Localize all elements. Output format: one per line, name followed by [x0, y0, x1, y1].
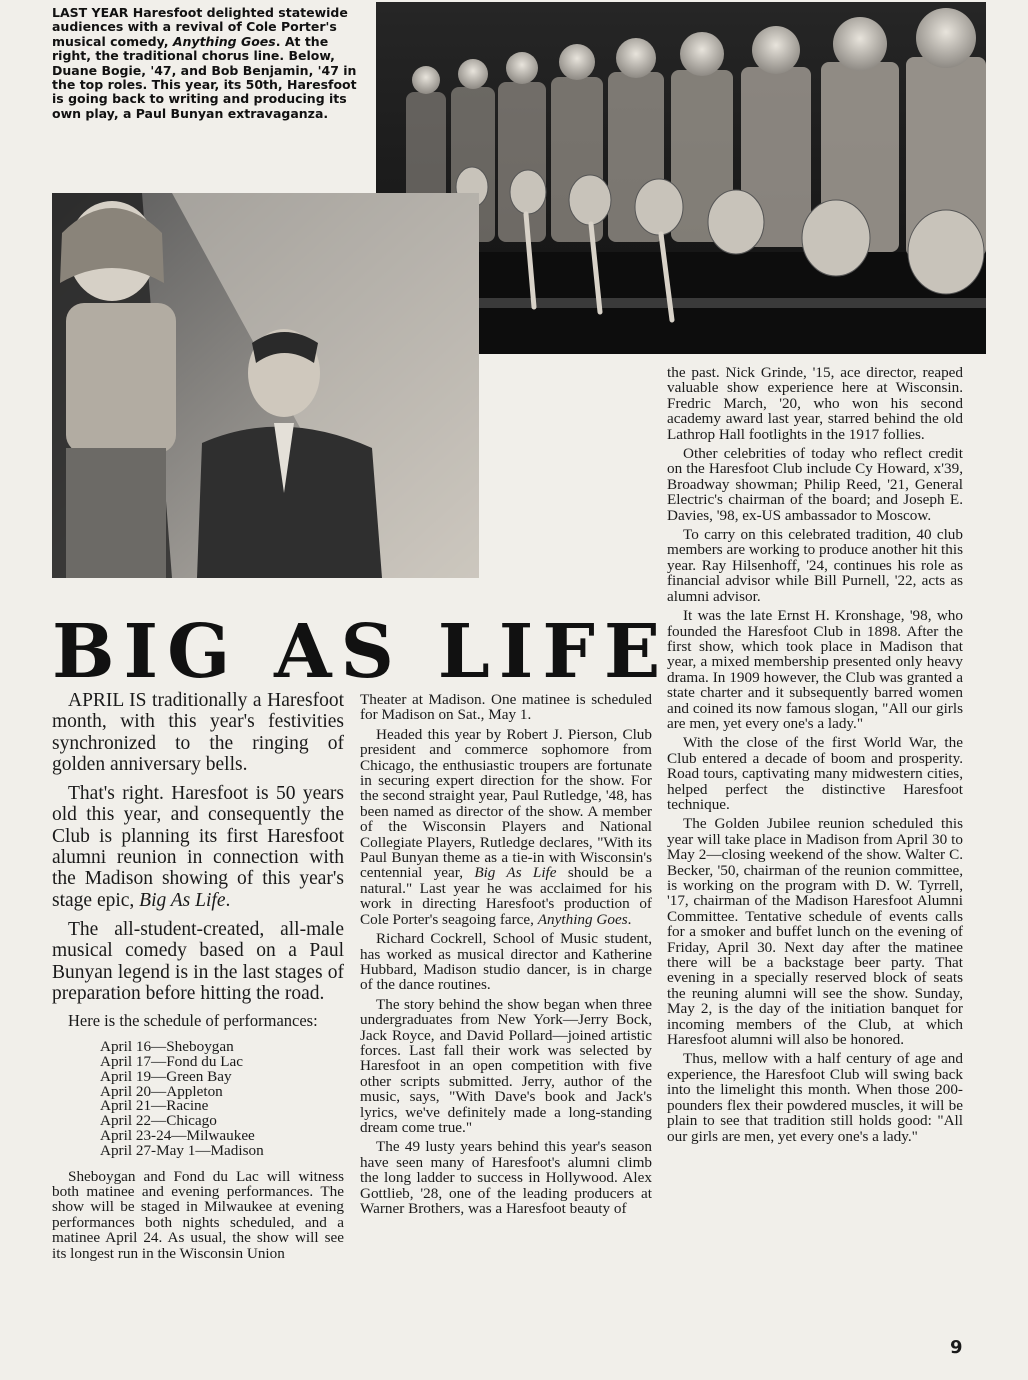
paragraph: The story behind the show began when three undergraduates from New York—Jerry Bock, Jack Royce, and David Pollard—joined artistic forces. Last fall their work was selected by Haresfoot in an open competition with five other scripts submitted. Jerry, author of the music, says, "With Dave's book and Jack's lyrics, we've definitely made a long-standing dream come true." — [360, 995, 652, 1136]
paragraph: Theater at Madison. One matinee is scheduled for Madison on Sat., May 1. — [360, 691, 652, 724]
paragraph: To carry on this celebrated tradition, 40 club members are working to produce another hit this year. Ray Hilsenhoff, '24, continues his role as financial advisor while Bill Purnell, '22, acts as alumni advisor. — [667, 526, 963, 605]
paragraph: The all-student-created, all-male musical comedy based on a Paul Bunyan legend is in the last stages of preparation before hitting the road. — [52, 918, 344, 1004]
page-number: 9 — [950, 1337, 963, 1358]
schedule-item: April 20—Appleton — [100, 1082, 223, 1100]
schedule-item: April 23-24—Milwaukee — [100, 1126, 255, 1144]
schedule-item: April 27-May 1—Madison — [100, 1141, 264, 1159]
caption-show-title: Anything Goes — [172, 33, 276, 49]
article-column-2 — [360, 692, 652, 1220]
paragraph: the past. Nick Grinde, '15, ace director, reaped valuable show experience here at Wisconsin. Fredric March, '20, who won his second academy award last year, starred behind the old Lathrop Hall footlights in the 1917 follies. — [667, 364, 963, 443]
paragraph: Sheboygan and Fond du Lac will witness both matinee and evening performances. The show will be staged in Milwaukee at evening performances both nights scheduled, and a matinee April 24. As usual, the show will see its longest run in the Wisconsin Union — [52, 1167, 344, 1262]
article-column-3 — [667, 365, 963, 1148]
paragraph: Richard Cockrell, School of Music student, has worked as musical director and Katherine Hubbard, Madison studio dancer, is in charge of the dance routines. — [360, 930, 652, 994]
paragraph: It was the late Ernst H. Kronshage, '98, who founded the Haresfoot Club in 1898. After the first show, which took place in Madison that year, a mixed membership presented only heavy drama. In 1909 however, the Club was granted a state charter and it subsequently barred women and coined its now famous slogan, "All our girls are men, yet every one's a lady." — [667, 607, 963, 732]
paragraph: APRIL IS traditionally a Haresfoot month, with this year's festivities synchronized to the ringing of golden anniversary bells. — [52, 690, 344, 775]
schedule-item: April 19—Green Bay — [100, 1067, 232, 1085]
photo-caption — [52, 6, 370, 121]
paragraph: That's right. Haresfoot is 50 years old this year, and consequently the Club is planning its first Haresfoot alumni reunion in connection with the Madison showing of this year's stage epic, Big As Life. — [52, 783, 344, 911]
paragraph: The Golden Jubilee reunion scheduled this year will take place in Madison from April 30 to May 2—closing weekend of the show. Walter C. Becker, '50, chairman of the reunion committee, is working on the program with D. W. Tyrrell, '17, chairman of the Madison Haresfoot Alumni Committee. Tentative schedule of events calls for a smoker and buffet lunch on the evening of Friday, April 30. Next day after the matinee there will be a backstage beer party. That evening in a specially reserved block of seats the reuning alumni will see the show. Sunday, May 2, is the day of the initiation banquet for incoming members of the Club, at which Haresfoot alumni will also be honored. — [667, 815, 963, 1049]
schedule-item: April 17—Fond du Lac — [100, 1052, 243, 1070]
article-column-1 — [52, 690, 344, 1265]
paragraph: With the close of the first World War, the Club entered a decade of boom and prosperity. Road tours, captivating many midwestern cities, helped perfect the distinctive Haresfoot technique. — [667, 734, 963, 813]
article-title: BIG AS LIFE — [52, 609, 670, 695]
schedule-item: April 21—Racine — [100, 1097, 209, 1115]
paragraph: The 49 lusty years behind this year's season have seen many of Haresfoot's alumni climb the long ladder to success in Hollywood. Alex Gottlieb, '28, one of the leading producers at Warner Brothers, was a Haresfoot beauty of — [360, 1138, 652, 1217]
schedule-item: April 22—Chicago — [100, 1112, 217, 1130]
caption-text-cont: . At the right, the traditional chorus line. Below, Duane Bogie, '47, and Bob Benjamin, '47 in the top roles. This year, its 50th, Haresfoot is going back to writing and producing its own play, a Paul Bunyan extravaganza. — [52, 33, 357, 121]
paragraph: Headed this year by Robert J. Pierson, Club president and commerce sophomore from Chicago, the enthusiastic troupers are fortunate in securing expert direction for the show. For the second straight year, Paul Rutledge, '48, has been named as director of the show. A member of the Wisconsin Players and National Collegiate Players, Rutledge declares, "With its Paul Bunyan theme as a tie-in with Wisconsin's centennial year, Big As Life should be a natural." Last year he was acclaimed for his work in directing Haresfoot's production of Cole Porter's seagoing farce, Anything Goes. — [360, 725, 652, 928]
performance-schedule — [100, 1040, 344, 1158]
paragraph: Other celebrities of today who reflect credit on the Haresfoot Club include Cy Howard, x'39, Broadway showman; Philip Reed, '21, General Electric's chairman of the board; and Joseph E. Davies, '98, ex-US ambassador to Moscow. — [667, 445, 963, 524]
paragraph: Thus, mellow with a half century of age and experience, the Haresfoot Club will swing back into the limelight this month. When those 200-pounders flex their powdered muscles, it will be plain to see that tradition still holds good: "All our girls are men, yet every one's a lady." — [667, 1050, 963, 1145]
schedule-item: April 16—Sheboygan — [100, 1038, 234, 1056]
lead-roles-photo — [52, 193, 479, 578]
schedule-intro: Here is the schedule of performances: — [68, 1011, 318, 1031]
caption-text: LAST YEAR Haresfoot delighted statewide audiences with a revival of Cole Porter's musical comedy, — [52, 5, 348, 49]
